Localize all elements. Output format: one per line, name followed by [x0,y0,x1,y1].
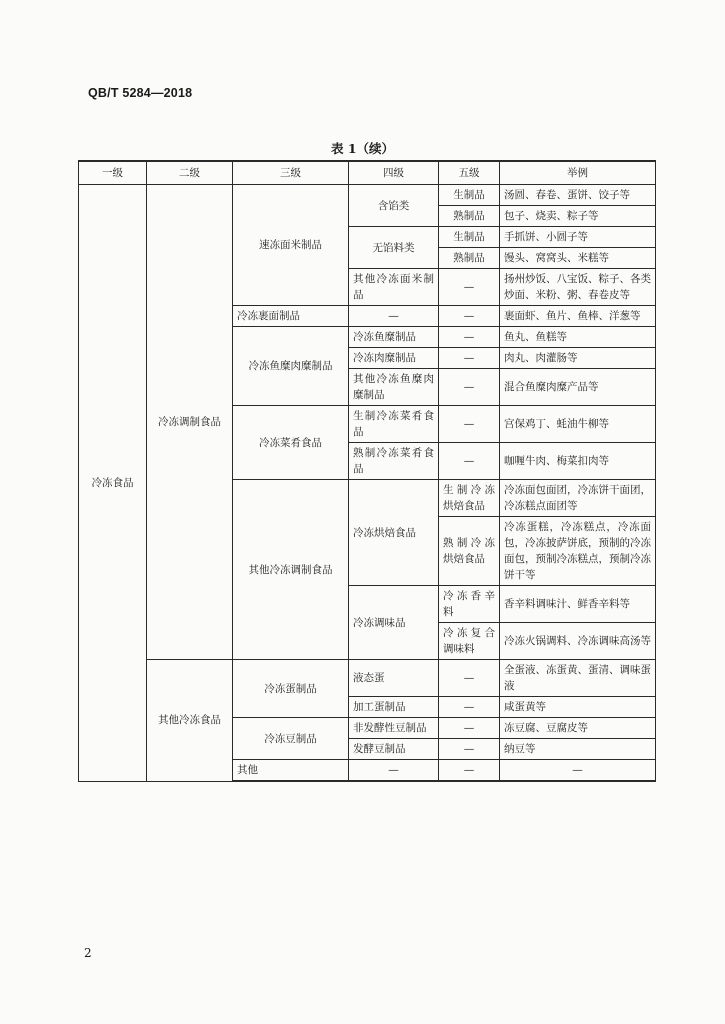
table-row [79,660,656,697]
level1-cell: 冷冻食品 [79,185,147,782]
page-number: 2 [84,946,92,960]
example-cell: 扬州炒饭、八宝饭、粽子、各类炒面、米粉、粥、春卷皮等 [500,269,656,306]
level4-bakery-cell: 冷冻烘焙食品 [349,480,439,586]
example-cell: 咸蛋黄等 [500,697,656,718]
level3-soy-cell: 冷冻豆制品 [233,718,349,760]
standard-code: QB/T 5284—2018 [88,86,193,100]
dash-cell: — [439,348,500,369]
level4-cell: 非发酵性豆制品 [349,718,439,739]
level3-other-prepared-cell: 其他冷冻调制食品 [233,480,349,660]
level5-cell: 冷冻复合调味料 [439,623,500,660]
header-level5: 五级 [439,161,500,185]
example-cell: 手抓饼、小圆子等 [500,227,656,248]
level5-cell: 熟制品 [439,248,500,269]
dash-cell: — [439,327,500,348]
level3-battered-cell: 冷冻裹面制品 [233,306,349,327]
level4-cell: 冷冻鱼糜制品 [349,327,439,348]
example-cell: 全蛋液、冻蛋黄、蛋清、调味蛋液 [500,660,656,697]
level4-cell: 发酵豆制品 [349,739,439,760]
dash-cell: — [500,760,656,782]
level4-cell: 熟制冷冻菜肴食品 [349,443,439,480]
example-cell: 冷冻蛋糕，冷冻糕点，冷冻面包，冷冻披萨饼底，预制的冷冻面包，预制冷冻糕点，预制冷冻饼干等 [500,517,656,586]
example-cell: 纳豆等 [500,739,656,760]
level3-misc-cell: 其他 [233,760,349,782]
level3-surimi-cell: 冷冻鱼糜肉糜制品 [233,327,349,406]
dash-cell: — [439,306,500,327]
header-examples: 举例 [500,161,656,185]
level3-dishes-cell: 冷冻菜肴食品 [233,406,349,480]
level2-prepared-cell: 冷冻调制食品 [147,185,233,660]
level5-cell: 生制冷冻烘焙食品 [439,480,500,517]
header-level2: 二级 [147,161,233,185]
level3-egg-cell: 冷冻蛋制品 [233,660,349,718]
level5-cell: 熟制冷冻烘焙食品 [439,517,500,586]
dash-cell: — [439,697,500,718]
example-cell: 冷冻面包面团，冷冻饼干面团，冷冻糕点面团等 [500,480,656,517]
table-header-row [79,161,656,185]
dash-cell: — [349,306,439,327]
dash-cell: — [349,760,439,782]
example-cell: 汤圆、春卷、蛋饼、饺子等 [500,185,656,206]
dash-cell: — [439,739,500,760]
example-cell: 冻豆腐、豆腐皮等 [500,718,656,739]
example-cell: 冷冻火锅调料、冷冻调味高汤等 [500,623,656,660]
level4-cell: 生制冷冻菜肴食品 [349,406,439,443]
level4-unfilled-cell: 无馅料类 [349,227,439,269]
example-cell: 馒头、窝窝头、米糕等 [500,248,656,269]
dash-cell: — [439,443,500,480]
table-title: 表 1（续） [330,141,395,156]
dash-cell: — [439,660,500,697]
dash-cell: — [439,718,500,739]
level4-seasoning-cell: 冷冻调味品 [349,586,439,660]
header-level3: 三级 [233,161,349,185]
example-cell: 香辛料调味汁、鲜香辛料等 [500,586,656,623]
example-cell: 混合鱼糜肉糜产品等 [500,369,656,406]
example-cell: 鱼丸、鱼糕等 [500,327,656,348]
header-level1: 一级 [79,161,147,185]
level5-cell: 冷冻香辛料 [439,586,500,623]
example-cell: 宫保鸡丁、蚝油牛柳等 [500,406,656,443]
dash-cell: — [439,269,500,306]
dash-cell: — [439,369,500,406]
level4-cell: 冷冻肉糜制品 [349,348,439,369]
level4-cell: 其他冷冻鱼糜肉糜制品 [349,369,439,406]
level4-cell: 加工蛋制品 [349,697,439,718]
dash-cell: — [439,406,500,443]
classification-table [78,160,656,782]
dash-cell: — [439,760,500,782]
level5-cell: 生制品 [439,227,500,248]
example-cell: 裹面虾、鱼片、鱼棒、洋葱等 [500,306,656,327]
level2-other-cell: 其他冷冻食品 [147,660,233,782]
level4-filled-cell: 含馅类 [349,185,439,227]
level4-cell: 液态蛋 [349,660,439,697]
example-cell: 咖喱牛肉、梅菜扣肉等 [500,443,656,480]
example-cell: 包子、烧卖、粽子等 [500,206,656,227]
level5-cell: 熟制品 [439,206,500,227]
level5-cell: 生制品 [439,185,500,206]
level4-other-rice-cell: 其他冷冻面米制品 [349,269,439,306]
header-level4: 四级 [349,161,439,185]
table-row [79,185,656,206]
level3-rice-cell: 速冻面米制品 [233,185,349,306]
example-cell: 肉丸、肉灌肠等 [500,348,656,369]
